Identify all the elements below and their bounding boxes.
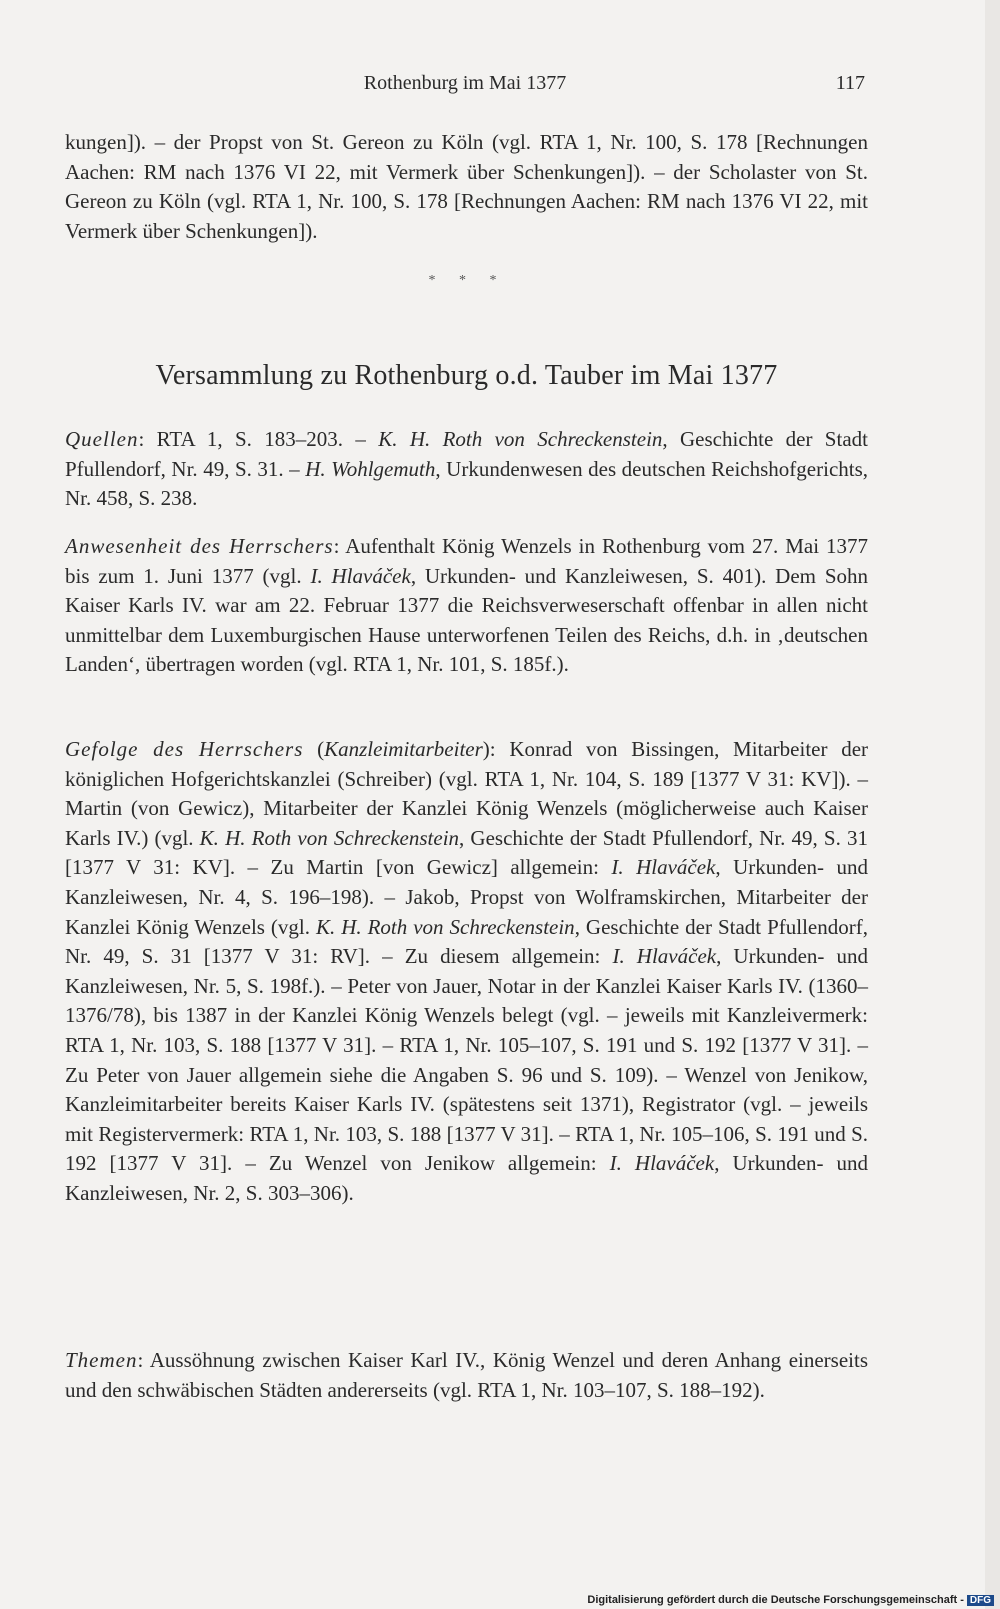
themen-label: Themen <box>65 1348 138 1372</box>
gefolge-text: ( <box>303 737 325 761</box>
gefolge-text: , Urkunden- und Kanzleiwesen, Nr. 2, S. 303–306). <box>65 1151 868 1205</box>
dfg-logo: DFG <box>967 1595 994 1606</box>
quellen-paragraph <box>65 425 868 514</box>
anwesenheit-label: Anwesenheit des Herrschers <box>65 534 334 558</box>
running-header <box>65 72 865 102</box>
gefolge-text: ): Konrad von Bissingen, Mitarbeiter der königlichen Hofgerichtskanzlei (Schreiber) (vgl. RTA 1, Nr. 104, S. 189 [1377 V 31: KV]). – Martin (von Gewicz), Mitarbeiter der Kanzlei König Wenzels (möglicherweise auch Kaiser Karls IV.) (vgl. <box>65 737 869 850</box>
author-name: K. H. Roth von Schreckenstein <box>199 825 460 850</box>
author-name: H. Wohlgemuth <box>305 456 436 481</box>
anwesenheit-paragraph <box>65 532 868 680</box>
gefolge-text: , Geschichte der Stadt Pfullendorf, Nr. 49, S. 31 [1377 V 31: RV]. – Zu diesem allgemein: <box>65 914 868 969</box>
gefolge-sublabel: Kanzleimitarbeiter <box>324 737 483 761</box>
themen-text: : Aussöhnung zwischen Kaiser Karl IV., König Wenzel und deren Anhang einerseits und den schwäbischen Städten andererseits (vgl. RTA 1, Nr. 103–107, S. 188–192). <box>65 1348 868 1402</box>
quellen-label: Quellen <box>65 427 139 451</box>
author-name: K. H. Roth von Schreckenstein <box>378 427 663 451</box>
credit-text: Digitalisierung gefördert durch die Deutsche Forschungsgemeinschaft - <box>587 1594 964 1606</box>
anwesenheit-text: : Aufenthalt König Wenzels in Rothenburg vom 27. Mai 1377 bis zum 1. Juni 1377 (vgl. <box>65 534 868 588</box>
author-name: I. Hlaváček <box>612 944 717 969</box>
gefolge-paragraph <box>65 735 868 1209</box>
intro-paragraph <box>65 128 868 246</box>
digitization-credit <box>587 1594 994 1606</box>
running-title: Rothenburg im Mai 1377 <box>363 72 567 94</box>
gefolge-label: Gefolge des Herrschers <box>65 737 304 761</box>
quellen-text: , Urkundenwesen des deutschen Reichshofgerichts, Nr. 458, S. 238. <box>65 456 869 511</box>
anwesenheit-text: , Urkunden- und Kanzleiwesen, S. 401). Dem Sohn Kaiser Karls IV. war am 22. Februar 1377 die Reichsverweserschaft offenbar in allen nicht unmittelbar dem Luxemburgischen Hause unterworfenen Teilen des Reichs, d.h. in ‚deutschen Landen‘, übertragen worden (vgl. RTA 1, Nr. 101, S. 185f.). <box>65 563 869 677</box>
section-separator: * * * <box>428 273 507 288</box>
themen-paragraph <box>65 1346 868 1405</box>
quellen-text: : RTA 1, S. 183–203. – <box>138 427 379 451</box>
page-number: 117 <box>835 72 865 94</box>
author-name: I. Hlaváček <box>310 563 411 588</box>
author-name: K. H. Roth von Schreckenstein <box>315 914 575 939</box>
intro-text: kungen]). – der Propst von St. Gereon zu Köln (vgl. RTA 1, Nr. 100, S. 178 [Rechnungen Aachen: RM nach 1376 VI 22, mit Vermerk über Schenkungen]). – der Scholaster von St. Gereon zu Köln (vgl. RTA 1, Nr. 100, S. 178 [Rechnungen Aachen: RM nach 1376 VI 22, mit Vermerk über Schenkungen]). <box>65 130 868 243</box>
gefolge-text: , Geschichte der Stadt Pfullendorf, Nr. 49, S. 31 [1377 V 31: KV]. – Zu Martin [von Gewicz] allgemein: <box>65 825 868 880</box>
quellen-text: , Geschichte der Stadt Pfullendorf, Nr. 49, S. 31. – <box>65 427 868 481</box>
author-name: I. Hlaváček <box>609 1151 715 1176</box>
section-heading: Versammlung zu Rothenburg o.d. Tauber im Mai 1377 <box>155 360 778 391</box>
gefolge-text: , Urkunden- und Kanzleiwesen, Nr. 5, S. 198f.). – Peter von Jauer, Notar in der Kanzlei Kaiser Karls IV. (1360–1376/78), bis 1387 in der Kanzlei König Wenzels belegt (vgl. – jeweils mit Kanzleivermerk: RTA 1, Nr. 103, S. 188 [1377 V 31]. – RTA 1, Nr. 105–107, S. 191 und S. 192 [1377 V 31]. – Zu Peter von Jauer allgemein siehe die Angaben S. 96 und S. 109). – Wenzel von Jenikow, Kanzleimitarbeiter bereits Kaiser Karls IV. (spätestens seit 1371), Registrator (vgl. – jeweils mit Registervermerk: RTA 1, Nr. 103, S. 188 [1377 V 31]. – RTA 1, Nr. 105–106, S. 191 und S. 192 [1377 V 31]. – Zu Wenzel von Jenikow allgemein: <box>65 944 869 1176</box>
gefolge-text: , Urkunden- und Kanzleiwesen, Nr. 4, S. 196–198). – Jakob, Propst von Wolframskirchen, Mitarbeiter der Kanzlei König Wenzels (vgl. <box>65 855 868 939</box>
author-name: I. Hlaváček <box>611 855 716 880</box>
